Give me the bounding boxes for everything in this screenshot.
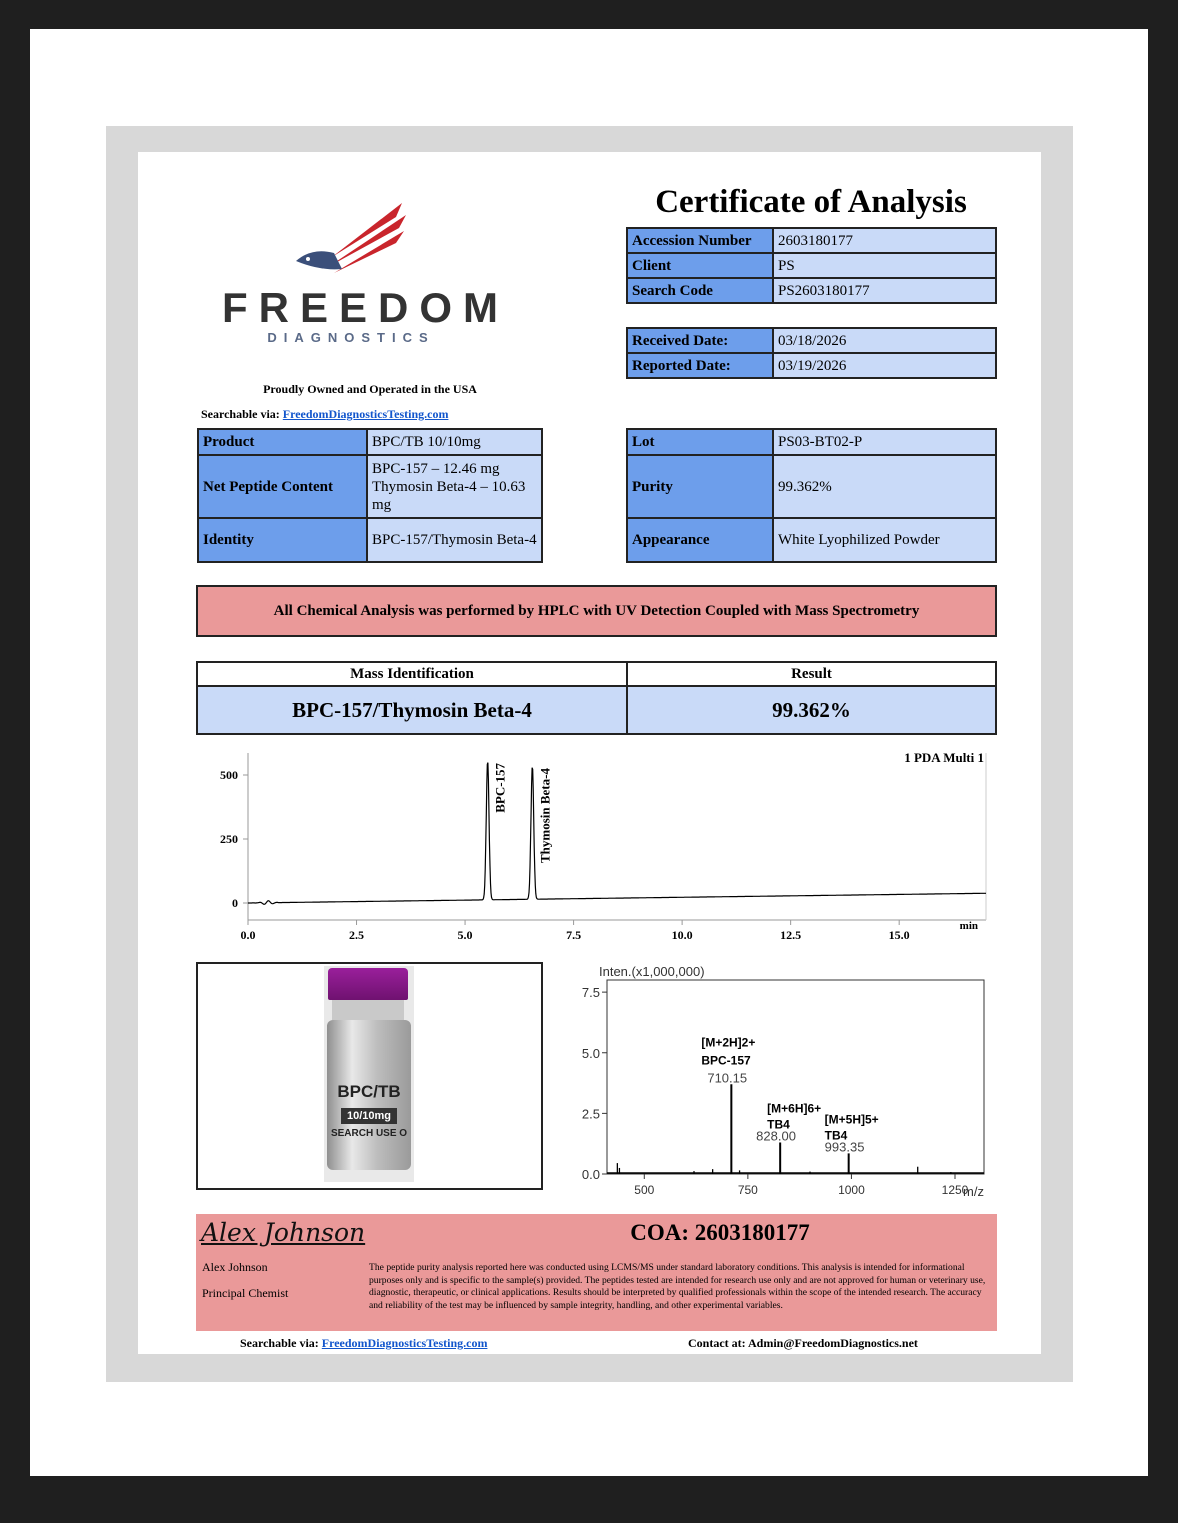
table-row <box>627 278 996 303</box>
ms-peak-mz: 710.15 <box>707 1070 748 1086</box>
brand-name: FREEDOM <box>222 284 509 331</box>
table-row <box>197 686 996 734</box>
table-row <box>627 518 996 562</box>
vial-label-note: SEARCH USE O <box>330 1128 408 1139</box>
table-row <box>198 518 542 562</box>
x-tick-label: 1250 <box>941 1183 969 1197</box>
y-tick-label: 2.5 <box>581 1106 600 1122</box>
x-tick-label: 500 <box>634 1183 655 1197</box>
product-table <box>197 428 543 563</box>
y-tick-label: 0.0 <box>581 1167 600 1182</box>
brand-subtitle: DIAGNOSTICS <box>267 330 435 345</box>
net-peptide-label: Net Peptide Content <box>198 455 367 518</box>
appearance-label: Appearance <box>627 518 773 562</box>
ms-peak-ion: [M+6H]6+ <box>767 1101 822 1116</box>
method-banner: All Chemical Analysis was performed by HPLC with UV Detection Coupled with Mass Spectrometry <box>196 585 997 637</box>
footer-searchable <box>240 1336 487 1351</box>
result-value: 99.362% <box>627 686 996 734</box>
table-row <box>198 455 542 518</box>
chromatogram-trace <box>248 763 986 905</box>
mass-id-header: Mass Identification <box>197 662 627 686</box>
appearance-value: White Lyophilized Powder <box>773 518 996 562</box>
ms-peak-mz: 828.00 <box>756 1128 796 1144</box>
x-tick-label: 10.0 <box>671 928 693 942</box>
ms-peak-compound: TB4 <box>824 1128 848 1143</box>
ms-peak-compound: BPC-157 <box>701 1053 751 1068</box>
table-row <box>627 429 996 455</box>
lot-value: PS03-BT02-P <box>773 429 996 455</box>
accession-table <box>626 227 997 304</box>
table-row <box>627 253 996 278</box>
ms-peak-mz: 993.35 <box>824 1139 865 1155</box>
purity-label: Purity <box>627 455 773 518</box>
footer-contact: Contact at: Admin@FreedomDiagnostics.net <box>688 1336 918 1350</box>
product-label: Product <box>198 429 367 455</box>
y-tick-label: 7.5 <box>581 985 600 1001</box>
received-date-value: 03/18/2026 <box>773 328 996 353</box>
npc-line-2: Thymosin Beta-4 – 10.63 mg <box>372 478 526 513</box>
eagle-logo-icon <box>290 195 410 275</box>
page-title: Certificate of Analysis <box>655 184 967 220</box>
table-row <box>197 662 996 686</box>
product-value: BPC/TB 10/10mg <box>367 429 542 455</box>
footer-searchable-label: Searchable via: <box>240 1336 319 1350</box>
searchable-line <box>201 407 448 422</box>
website-link[interactable]: FreedomDiagnosticsTesting.com <box>282 407 449 421</box>
coa-number: COA: 2603180177 <box>630 1220 810 1245</box>
searchable-label: Searchable via: <box>201 407 280 421</box>
net-peptide-value <box>367 455 542 518</box>
peak-label: BPC-157 <box>492 762 508 813</box>
search-code-value: PS2603180177 <box>773 278 996 303</box>
x-tick-label: 1000 <box>838 1183 865 1197</box>
ms-peak-ion: [M+5H]5+ <box>824 1112 879 1127</box>
chromatogram-title: 1 PDA Multi 1 <box>904 750 984 765</box>
x-tick-label: 0.0 <box>240 928 256 942</box>
client-label: Client <box>627 253 773 278</box>
accession-value: 2603180177 <box>773 228 996 253</box>
reported-date-label: Reported Date: <box>627 353 773 378</box>
ms-peak-compound: TB4 <box>767 1117 790 1132</box>
y-tick-label: 0 <box>232 896 238 910</box>
disclaimer: The peptide purity analysis reported here was conducted using LCMS/MS under standard laboratory conditions. This analysis is intended for informational purposes only and is specific to the sample(s) provided. The peptides tested are intended for research use only and are not approved for human or veterinary use, diagnostic, therapeutic, or clinical applications. Results should be interpreted by qualified professionals within the scope of the intended research. The accuracy and reliability of the test may be influenced by sample integrity, handling, and other experimental variables. <box>369 1262 986 1311</box>
vial-body <box>327 1020 411 1170</box>
y-tick-label: 500 <box>220 768 238 782</box>
vial-photo <box>324 966 414 1182</box>
received-date-label: Received Date: <box>627 328 773 353</box>
x-tick-label: 7.5 <box>566 928 582 942</box>
footer-website-link[interactable]: FreedomDiagnosticsTesting.com <box>321 1336 488 1350</box>
purity-value: 99.362% <box>773 455 996 518</box>
accession-label: Accession Number <box>627 228 773 253</box>
x-tick-label: 15.0 <box>888 928 910 942</box>
lot-label: Lot <box>627 429 773 455</box>
hplc-chromatogram <box>196 745 996 945</box>
x-tick-label: 12.5 <box>780 928 802 942</box>
table-row <box>627 228 996 253</box>
ms-title: Inten.(x1,000,000) <box>599 964 705 979</box>
x-tick-label: 2.5 <box>349 928 365 942</box>
identity-value: BPC-157/Thymosin Beta-4 <box>367 518 542 562</box>
search-code-label: Search Code <box>627 278 773 303</box>
reported-date-value: 03/19/2026 <box>773 353 996 378</box>
lot-table <box>626 428 997 563</box>
vial-cap <box>328 968 408 1000</box>
table-row <box>198 429 542 455</box>
brand-tagline: Proudly Owned and Operated in the USA <box>263 382 477 396</box>
y-tick-label: 5.0 <box>581 1045 600 1061</box>
peak-label: Thymosin Beta-4 <box>537 768 553 864</box>
signature-script: Alex Johnson <box>201 1218 366 1247</box>
mass-spectrum <box>560 962 1000 1202</box>
mass-id-value: BPC-157/Thymosin Beta-4 <box>197 686 627 734</box>
x-tick-label: 750 <box>737 1183 758 1197</box>
vial-label-dose: 10/10mg <box>341 1108 397 1124</box>
identity-label: Identity <box>198 518 367 562</box>
table-row <box>627 353 996 378</box>
table-row <box>627 328 996 353</box>
chromatogram-xlabel: min <box>959 920 978 932</box>
vial-label-main: BPC/TB <box>337 1082 401 1101</box>
ms-peak-ion: [M+2H]2+ <box>701 1035 756 1050</box>
y-tick-label: 250 <box>220 832 238 846</box>
result-header: Result <box>627 662 996 686</box>
signer-role: Principal Chemist <box>202 1286 289 1300</box>
ms-xlabel: m/z <box>963 1184 984 1199</box>
table-row <box>627 455 996 518</box>
signer-name: Alex Johnson <box>202 1260 268 1274</box>
vial-neck <box>332 1000 404 1020</box>
result-table <box>196 661 997 735</box>
dates-table <box>626 327 997 379</box>
client-value: PS <box>773 253 996 278</box>
npc-line-1: BPC-157 – 12.46 mg <box>372 460 500 477</box>
x-tick-label: 5.0 <box>457 928 473 942</box>
